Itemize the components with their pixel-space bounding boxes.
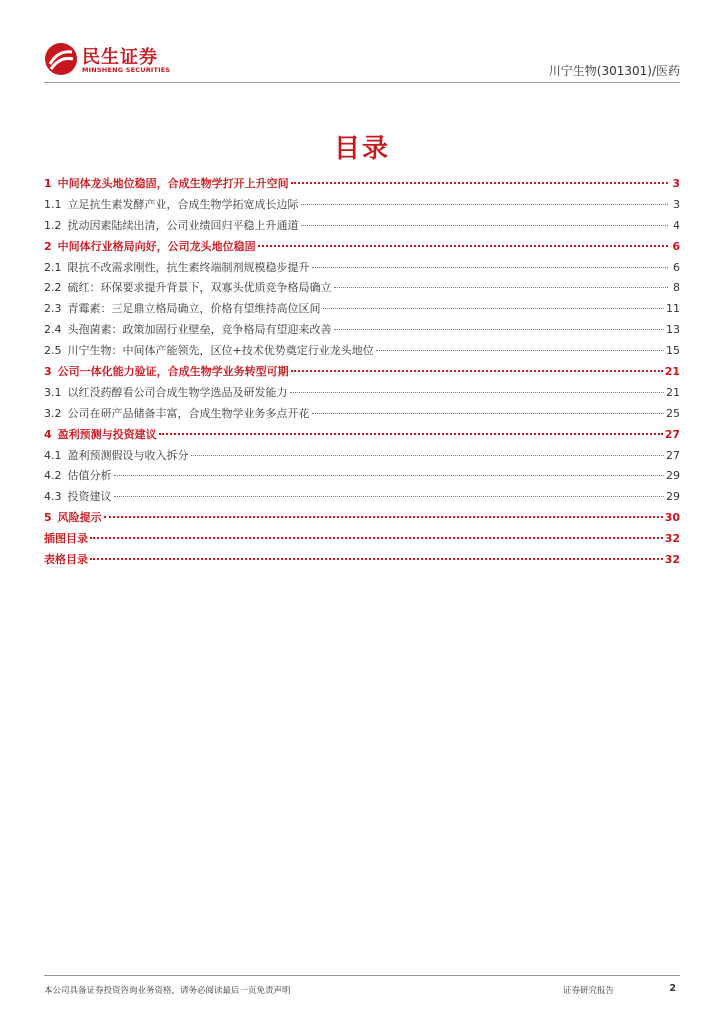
header-divider [44, 82, 680, 83]
logo-english-name: MINSHENG SECURITIES [82, 66, 171, 74]
toc-entry-title: 立足抗生素发酵产业，合成生物学拓宽成长边际 [67, 197, 299, 211]
toc-entry-number: 2.3 [44, 302, 62, 316]
toc-dot-leader [334, 287, 669, 288]
toc-entry[interactable] [44, 488, 680, 509]
toc-entry-page: 6 [673, 260, 680, 274]
toc-dot-leader [114, 496, 665, 497]
toc-entry[interactable] [44, 259, 680, 280]
toc-entry-page: 3 [673, 197, 680, 211]
toc-entry-page: 30 [664, 511, 680, 525]
toc-entry-page: 25 [666, 406, 680, 420]
toc-entry[interactable] [44, 279, 680, 300]
toc-entry[interactable] [44, 530, 680, 551]
toc-entry[interactable] [44, 384, 680, 405]
footer-report-type: 证券研究报告 [563, 986, 615, 996]
page-number: 2 [669, 983, 676, 994]
toc-entry-title: 扰动因素陆续出清，公司业绩回归平稳上升通道 [67, 218, 299, 232]
toc-entry[interactable] [44, 238, 680, 259]
logo-chinese-name: 民生证券 [82, 47, 158, 68]
toc-entry[interactable] [44, 363, 680, 384]
toc-entry-title: 风险提示 [57, 511, 102, 525]
toc-entry-title: 川宁生物：中间体产能领先，区位+技术优势奠定行业龙头地位 [67, 344, 374, 358]
toc-entry[interactable] [44, 321, 680, 342]
report-tag: 川宁生物(301301)/医药 [548, 64, 680, 78]
toc-entry-page: 11 [666, 302, 680, 316]
toc-entry-page: 15 [666, 344, 680, 358]
toc-dot-leader [312, 267, 669, 268]
toc-dot-leader [334, 329, 665, 330]
toc-dot-leader [104, 516, 663, 518]
toc-entry-number: 2.5 [44, 344, 62, 358]
toc-entry-page: 32 [664, 532, 680, 546]
toc-dot-leader [90, 558, 663, 560]
toc-entry-title: 盈利预测假设与收入拆分 [67, 448, 189, 462]
toc-dot-leader [376, 350, 664, 351]
toc-entry-page: 27 [664, 427, 680, 441]
toc-entry[interactable] [44, 300, 680, 321]
toc-entry-number: 3 [44, 365, 52, 379]
toc-dot-leader [290, 392, 665, 393]
toc-dot-leader [114, 475, 665, 476]
toc-dot-leader [301, 225, 669, 226]
toc-entry-title: 中间体龙头地位稳固，合成生物学打开上升空间 [57, 177, 289, 190]
toc-entry-page: 29 [666, 490, 680, 504]
toc-entry-title: 估值分析 [67, 469, 112, 483]
toc-dot-leader [312, 413, 665, 414]
toc-entry-title: 青霉素：三足鼎立格局确立，价格有望维持高位区间 [67, 302, 321, 316]
toc-entry-title: 表格目录 [44, 553, 88, 567]
toc-dot-leader [301, 204, 669, 205]
toc-entry[interactable] [44, 342, 680, 363]
toc-entry-page: 32 [664, 553, 680, 567]
toc-entry-page: 8 [673, 281, 680, 295]
toc-entry-number: 1 [44, 177, 52, 190]
toc-entry-number: 4.1 [44, 448, 62, 462]
toc-entry-page: 27 [666, 448, 680, 462]
toc-entry-page: 29 [666, 469, 680, 483]
toc-entry[interactable] [44, 196, 680, 217]
toc-dot-leader [291, 182, 668, 184]
toc-entry-number: 4.3 [44, 490, 62, 504]
toc-entry-title: 投资建议 [67, 490, 112, 504]
toc-entry-title: 中间体行业格局向好，公司龙头地位稳固 [57, 239, 256, 253]
toc-entry-number: 2.1 [44, 260, 62, 274]
toc-entry-page: 21 [664, 365, 680, 379]
toc-dot-leader [258, 245, 668, 247]
toc-entry-number: 3.1 [44, 385, 62, 399]
toc-entry-number: 3.2 [44, 406, 62, 420]
toc-entry-number: 2.2 [44, 281, 62, 295]
toc-dot-leader [191, 455, 665, 456]
toc-entry-number: 1.2 [44, 218, 62, 232]
toc-entry-page: 4 [673, 218, 680, 232]
toc-entry-title: 盈利预测与投资建议 [57, 427, 157, 441]
toc-entry-page: 3 [672, 177, 680, 190]
toc-entry-number: 2 [44, 239, 52, 253]
minsheng-logo-icon [44, 42, 78, 76]
toc-entry-title: 公司在研产品储备丰富，合成生物学业务多点开花 [67, 406, 310, 420]
toc-dot-leader [291, 370, 663, 372]
toc-entry-page: 21 [666, 385, 680, 399]
footer-disclaimer: 本公司具备证券投资咨询业务资格，请务必阅读最后一页免责声明 [44, 986, 291, 996]
toc-entry-number: 4 [44, 427, 52, 441]
toc-entry-number: 4.2 [44, 469, 62, 483]
toc-entry[interactable] [44, 426, 680, 447]
toc-entry[interactable] [44, 217, 680, 238]
toc-entry-number: 2.4 [44, 323, 62, 337]
toc-entry-title: 限抗不改需求刚性，抗生素终端制剂规模稳步提升 [67, 260, 310, 274]
toc-entry-page: 13 [666, 323, 680, 337]
toc-entry[interactable] [44, 175, 680, 196]
toc-entry-title: 插图目录 [44, 532, 88, 546]
footer-divider [44, 975, 680, 976]
table-of-contents [44, 175, 680, 572]
toc-entry-title: 以红没药醇看公司合成生物学选品及研发能力 [67, 385, 288, 399]
toc-entry[interactable] [44, 551, 680, 572]
page-title: 目录 [333, 134, 390, 164]
toc-entry-page: 6 [672, 239, 680, 253]
toc-dot-leader [323, 308, 665, 309]
toc-entry-number: 5 [44, 511, 52, 525]
toc-entry-title: 公司一体化能力验证，合成生物学业务转型可期 [57, 365, 289, 379]
brand-logo [44, 42, 194, 78]
toc-dot-leader [159, 433, 663, 435]
toc-entry[interactable] [44, 509, 680, 530]
toc-entry-title: 硫红：环保要求提升背景下，双寡头优质竞争格局确立 [67, 281, 332, 295]
toc-dot-leader [90, 537, 663, 539]
toc-entry[interactable] [44, 467, 680, 488]
toc-entry-title: 头孢菌素：政策加固行业壁垒，竞争格局有望迎来改善 [67, 323, 332, 337]
toc-entry-number: 1.1 [44, 197, 62, 211]
toc-entry[interactable] [44, 405, 680, 426]
toc-entry[interactable] [44, 447, 680, 468]
